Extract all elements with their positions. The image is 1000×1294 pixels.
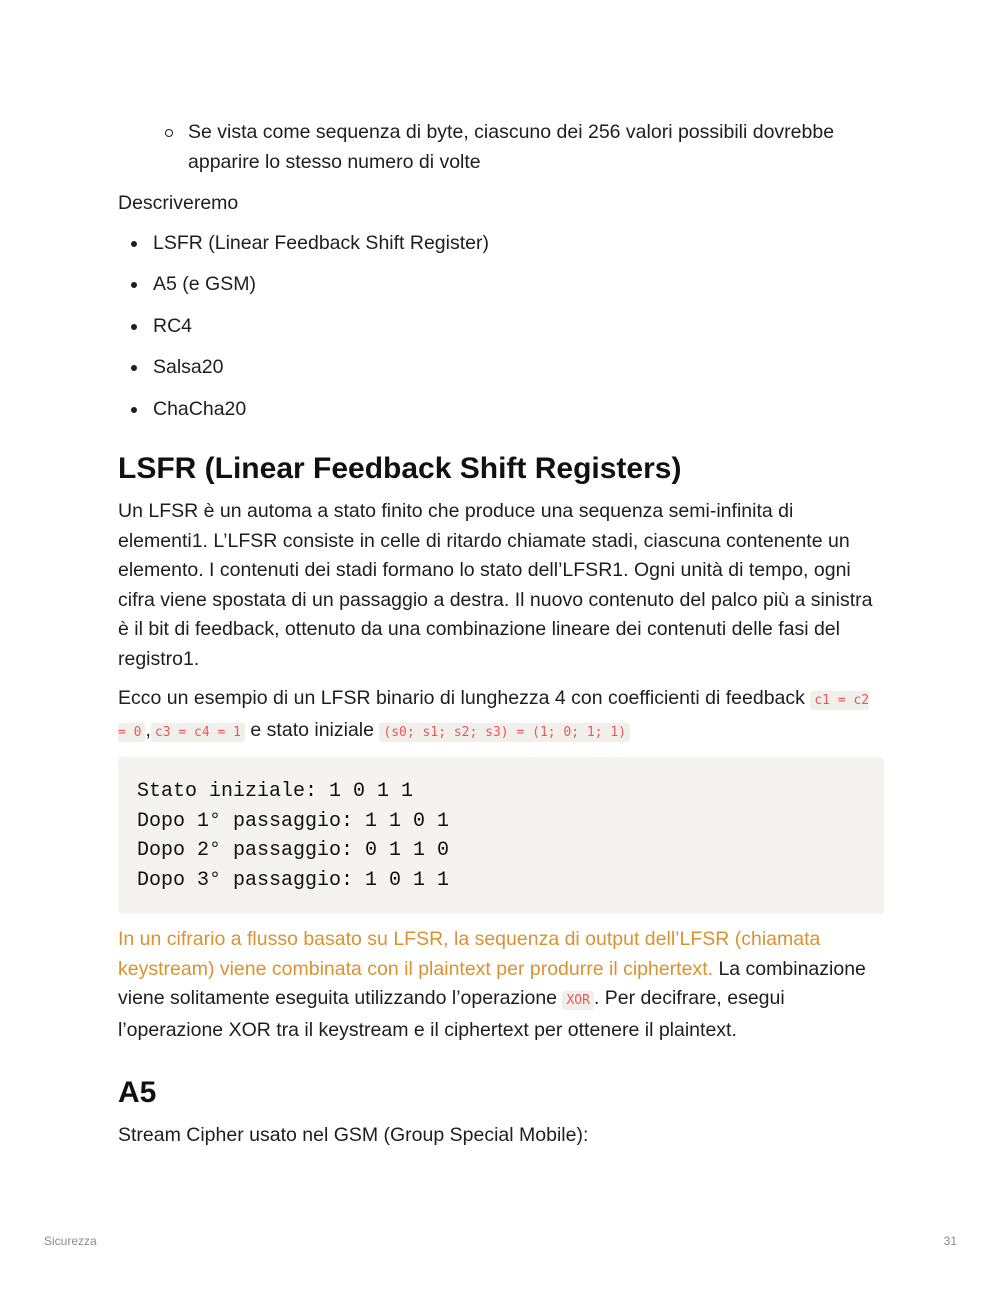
section-heading-lsfr: LSFR (Linear Feedback Shift Registers) <box>118 452 682 485</box>
page-content <box>118 118 884 1151</box>
footer-document-title: Sicurezza <box>44 1234 97 1248</box>
inline-code: c1 = c2 = 0 <box>118 693 870 740</box>
text-span: . Per decifrare, esegui l’operazione XOR tra il keystream e il ciphertext per ottenere il plaintext. <box>118 987 785 1041</box>
code-line: Stato iniziale: 1 0 1 1 <box>137 780 414 803</box>
sub-bullet-item: Se vista come sequenza di byte, ciascuno dei 256 valori possibili dovrebbe apparire lo stesso numero di volte <box>118 118 884 177</box>
inline-code: XOR <box>562 991 593 1010</box>
topic-list <box>118 229 884 425</box>
topic-item: ChaCha20 <box>118 395 884 425</box>
text-span: La combinazione viene solitamente eseguita utilizzando l’operazione <box>118 957 866 1009</box>
topic-item: A5 (e GSM) <box>118 270 884 300</box>
topic-item: RC4 <box>118 312 884 342</box>
section-heading-a5: A5 <box>118 1076 157 1109</box>
code-line: Dopo 3° passaggio: 1 0 1 1 <box>137 868 450 892</box>
code-line: Dopo 1° passaggio: 1 1 0 1 <box>137 809 450 833</box>
text-span: e stato iniziale <box>245 718 380 741</box>
sub-bullet-list <box>118 118 884 177</box>
topic-item: LSFR (Linear Feedback Shift Register) <box>118 229 884 259</box>
code-line: Dopo 2° passaggio: 0 1 1 0 <box>137 839 450 862</box>
footer-page-number: 31 <box>943 1234 957 1248</box>
text-span: , <box>145 718 151 741</box>
a5-paragraph: Stream Cipher usato nel GSM (Group Special Mobile): <box>118 1124 589 1146</box>
code-block <box>118 757 884 914</box>
inline-code: (s0; s1; s2; s3) = (1; 0; 1; 1) <box>379 723 630 742</box>
intro-text: Descriveremo <box>118 192 239 214</box>
lsfr-paragraph-1: Un LFSR è un automa a stato finito che produce una sequenza semi-infinita di elementi1. L’LFSR consiste in celle di ritardo chiamate stadi, ciascuna contenente un elemento. I contenuti dei stadi formano lo stato dell’LFSR1. Ogni unità di tempo, ogni cifra viene spostata di un passaggio a destra. Il nuovo contenuto del palco più a sinistra è il bit di feedback, ottenuto da una combinazione lineare dei contenuti delle fasi del registro1. <box>118 500 873 670</box>
lsfr-paragraph-2 <box>118 684 884 747</box>
inline-code: c3 = c4 = 1 <box>151 723 245 742</box>
text-span: Ecco un esempio di un LFSR binario di lunghezza 4 con coefficienti di feedback <box>118 687 811 709</box>
topic-item: Salsa20 <box>118 353 884 383</box>
lsfr-paragraph-3 <box>118 925 884 1045</box>
highlighted-text: In un cifrario a flusso basato su LFSR, la sequenza di output dell’LFSR (chiamata keystream) viene combinata con il plaintext per produrre il ciphertext. <box>118 928 821 980</box>
